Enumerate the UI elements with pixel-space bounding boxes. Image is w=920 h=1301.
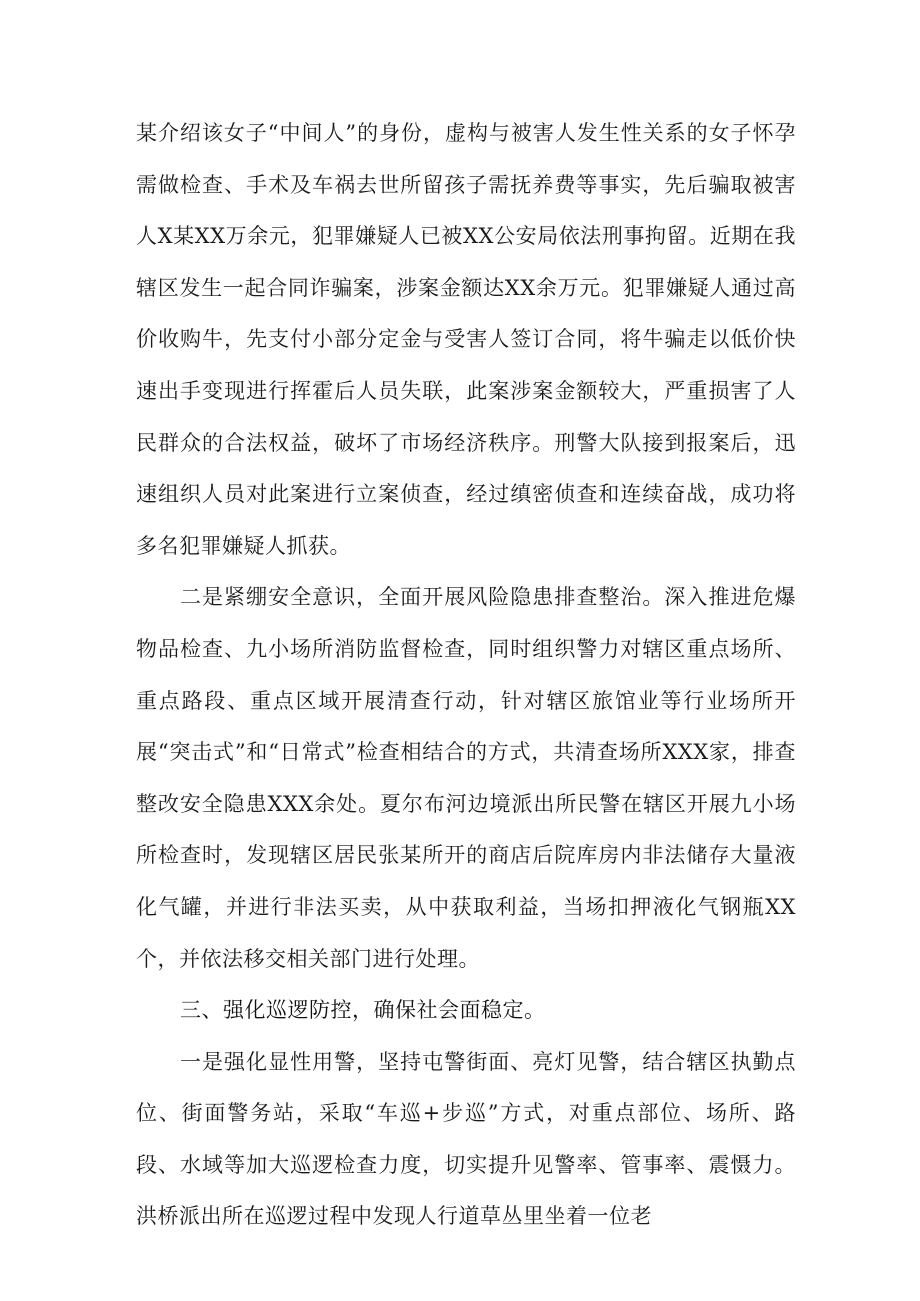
paragraph-fraud-cases: 某介绍该女子“中间人”的身份，虚构与被害人发生性关系的女子怀孕需做检查、手术及车祸去世所留孩子需抚养费等事实，先后骗取被害人X某XX万余元，犯罪嫌疑人已被XX公安局依法刑事拘留。近期在我辖区发生一起合同诈骗案，涉案金额达XX余万元。犯罪嫌疑人通过高价收购牛，先支付小部分定金与受害人签订合同，将牛骗走以低价快速出手变现进行挥霍后人员失联，此案涉案金额较大，严重损害了人民群众的合法权益，破坏了市场经济秩序。刑警大队接到报案后，迅速组织人员对此案进行立案侦查，经过缜密侦查和连续奋战，成功将多名犯罪嫌疑人抓获。: [136, 121, 796, 558]
section-heading-patrol: 三、强化巡逻防控，确保社会面稳定。: [180, 998, 546, 1023]
document-body: [136, 108, 796, 1243]
paragraph-safety-inspection: 二是紧绷安全意识，全面开展风险隐患排查整治。深入推进危爆物品检查、九小场所消防监督检查，同时组织警力对辖区重点场所、重点路段、重点区域开展清查行动，针对辖区旅馆业等行业场所开展“突击式”和“日常式”检查相结合的方式，共清查场所XXX家，排查整改安全隐患XXX余处。夏尔布河边境派出所民警在辖区开展九小场所检查时，发现辖区居民张某所开的商店后院库房内非法储存大量液化气罐，并进行非法买卖，从中获取利益，当场扣押液化气钢瓶XX个，并依法移交相关部门进行处理。: [136, 585, 796, 971]
paragraph-visible-policing: 一是强化显性用警，坚持屯警街面、亮灯见警，结合辖区执勤点位、街面警务站，采取“车巡+步巡”方式，对重点部位、场所、路段、水域等加大巡逻检查力度，切实提升见警率、管事率、震慑力。洪桥派出所在巡逻过程中发现人行道草丛里坐着一位老: [136, 1049, 796, 1229]
